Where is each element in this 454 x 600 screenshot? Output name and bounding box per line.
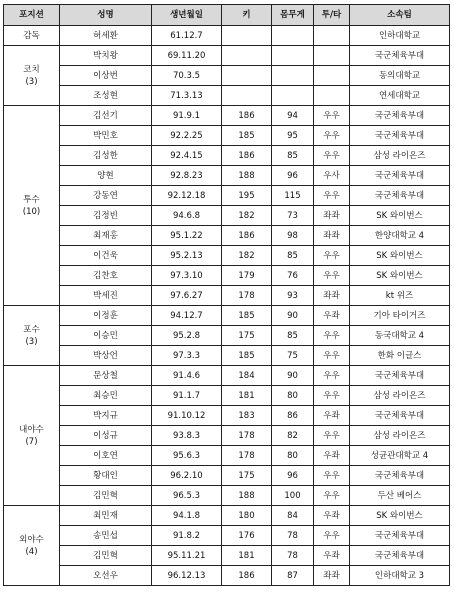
player-height: 182 [222,206,272,226]
player-weight: 75 [272,346,314,366]
player-height: 186 [222,566,272,586]
birth-date: 94.1.8 [152,506,222,526]
throw-bat: 우좌 [314,406,350,426]
throw-bat: 우좌 [314,446,350,466]
team-name: 동국대학교 4 [350,326,450,346]
throw-bat: 우우 [314,466,350,486]
birth-date: 94.6.8 [152,206,222,226]
table-row [4,66,450,86]
team-name: SK 와이번스 [350,246,450,266]
player-name: 송민섭 [60,526,152,546]
player-weight [272,86,314,106]
player-name: 김성한 [60,146,152,166]
player-weight: 90 [272,306,314,326]
table-row [4,446,450,466]
position-cell [4,506,60,586]
position-cell [4,106,60,306]
team-name: 국군체육부대 [350,126,450,146]
player-name: 허세환 [60,26,152,46]
player-name: 박상언 [60,346,152,366]
position-label: 내야수 [19,424,44,435]
team-name: 국군체육부대 [350,466,450,486]
birth-date: 71.3.13 [152,86,222,106]
player-weight [272,46,314,66]
position-label: 투수 [23,194,40,205]
player-name: 김정빈 [60,206,152,226]
player-height: 183 [222,406,272,426]
player-weight [272,66,314,86]
player-name: 이정훈 [60,306,152,326]
birth-date: 95.1.22 [152,226,222,246]
player-weight: 94 [272,106,314,126]
player-height: 181 [222,386,272,406]
player-weight: 78 [272,546,314,566]
birth-date: 91.9.1 [152,106,222,126]
table-row [4,346,450,366]
position-cell [4,366,60,506]
throw-bat: 좌좌 [314,226,350,246]
player-weight [272,26,314,46]
birth-date: 91.10.12 [152,406,222,426]
player-height: 176 [222,526,272,546]
player-weight: 90 [272,366,314,386]
header-weight: 몸무게 [272,5,314,26]
table-row [4,286,450,306]
team-name: 국군체육부대 [350,366,450,386]
team-name: 국군체육부대 [350,526,450,546]
table-row [4,406,450,426]
player-name: 박세진 [60,286,152,306]
player-height: 175 [222,466,272,486]
header-row [4,5,450,26]
table-row [4,86,450,106]
player-name: 양현 [60,166,152,186]
player-height: 181 [222,546,272,566]
player-name: 박민호 [60,126,152,146]
table-row [4,166,450,186]
team-name: 삼성 라이온즈 [350,146,450,166]
team-name: 국군체육부대 [350,106,450,126]
throw-bat: 좌좌 [314,566,350,586]
table-row [4,506,450,526]
throw-bat: 우좌 [314,546,350,566]
birth-date: 95.2.13 [152,246,222,266]
player-name: 김민혁 [60,486,152,506]
player-weight: 86 [272,406,314,426]
birth-date: 92.4.15 [152,146,222,166]
birth-date: 97.3.10 [152,266,222,286]
birth-date: 92.2.25 [152,126,222,146]
table-row [4,426,450,446]
throw-bat: 우우 [314,146,350,166]
table-row [4,306,450,326]
player-height: 180 [222,506,272,526]
team-name: 동의대학교 [350,66,450,86]
table-row [4,146,450,166]
birth-date: 92.12.18 [152,186,222,206]
table-row [4,246,450,266]
throw-bat: 우우 [314,186,350,206]
team-name: 연세대학교 [350,86,450,106]
throw-bat [314,26,350,46]
team-name: 성균관대학교 4 [350,446,450,466]
birth-date: 61.12.7 [152,26,222,46]
throw-bat: 우우 [314,426,350,446]
player-height: 185 [222,346,272,366]
player-height: 182 [222,246,272,266]
player-weight: 96 [272,466,314,486]
player-name: 김찬호 [60,266,152,286]
player-name: 이건욱 [60,246,152,266]
player-height: 185 [222,126,272,146]
birth-date: 70.3.5 [152,66,222,86]
birth-date: 94.12.7 [152,306,222,326]
player-name: 조성현 [60,86,152,106]
table-row [4,526,450,546]
birth-date: 91.1.7 [152,386,222,406]
team-name: SK 와이번스 [350,506,450,526]
player-name: 문상철 [60,366,152,386]
player-height: 186 [222,226,272,246]
position-cell [4,26,60,46]
table-row [4,326,450,346]
player-weight: 115 [272,186,314,206]
team-name: kt 위즈 [350,286,450,306]
player-height: 188 [222,166,272,186]
position-label: 포수 [23,324,40,335]
birth-date: 91.8.2 [152,526,222,546]
player-name: 최재홍 [60,226,152,246]
roster-table [3,4,450,586]
throw-bat [314,66,350,86]
birth-date: 69.11.20 [152,46,222,66]
position-cell [4,306,60,366]
throw-bat: 우우 [314,486,350,506]
player-name: 이성규 [60,426,152,446]
header-throw-bat: 투/타 [314,5,350,26]
throw-bat [314,46,350,66]
birth-date: 96.5.3 [152,486,222,506]
player-height: 178 [222,426,272,446]
player-height: 184 [222,366,272,386]
player-weight: 73 [272,206,314,226]
player-weight: 100 [272,486,314,506]
player-name: 최승민 [60,386,152,406]
player-weight: 93 [272,286,314,306]
player-height: 186 [222,146,272,166]
position-count: (4) [25,546,38,557]
team-name: 국군체육부대 [350,186,450,206]
birth-date: 97.6.27 [152,286,222,306]
position-label: 외야수 [19,534,44,545]
throw-bat: 좌좌 [314,286,350,306]
header-birth: 생년월일 [152,5,222,26]
position-count: (7) [25,436,38,447]
position-cell [4,46,60,106]
throw-bat: 우좌 [314,306,350,326]
table-row [4,546,450,566]
player-weight: 85 [272,326,314,346]
player-weight: 85 [272,146,314,166]
player-height: 179 [222,266,272,286]
player-weight: 78 [272,526,314,546]
player-name: 김선기 [60,106,152,126]
player-weight: 80 [272,386,314,406]
player-height: 186 [222,106,272,126]
table-row [4,466,450,486]
throw-bat: 우우 [314,346,350,366]
player-name: 박치왕 [60,46,152,66]
birth-date: 95.2.8 [152,326,222,346]
player-name: 이승민 [60,326,152,346]
team-name: 삼성 라이온즈 [350,386,450,406]
throw-bat: 우우 [314,126,350,146]
table-row [4,266,450,286]
team-name: 삼성 라이온즈 [350,426,450,446]
throw-bat: 우우 [314,366,350,386]
team-name: 한화 이글스 [350,346,450,366]
throw-bat: 우사 [314,166,350,186]
birth-date: 93.8.3 [152,426,222,446]
player-height: 188 [222,486,272,506]
birth-date: 96.12.13 [152,566,222,586]
position-label: 감독 [23,30,40,41]
team-name: 인하대학교 3 [350,566,450,586]
player-height [222,26,272,46]
player-height [222,86,272,106]
player-name: 황대인 [60,466,152,486]
birth-date: 92.8.23 [152,166,222,186]
player-weight: 84 [272,506,314,526]
player-height [222,46,272,66]
player-height: 185 [222,306,272,326]
player-name: 오선우 [60,566,152,586]
birth-date: 91.4.6 [152,366,222,386]
table-row [4,566,450,586]
table-row [4,26,450,46]
birth-date: 95.11.21 [152,546,222,566]
player-weight: 87 [272,566,314,586]
position-count: (10) [22,206,41,217]
header-team: 소속팀 [350,5,450,26]
table-row [4,226,450,246]
roster-body [4,26,450,586]
table-row [4,366,450,386]
position-count: (3) [25,336,38,347]
throw-bat: 우우 [314,386,350,406]
header-position: 포지션 [4,5,60,26]
throw-bat: 좌좌 [314,206,350,226]
throw-bat: 우우 [314,106,350,126]
player-weight: 82 [272,426,314,446]
position-label: 코치 [23,64,40,75]
player-height: 195 [222,186,272,206]
player-weight: 80 [272,446,314,466]
throw-bat: 우우 [314,246,350,266]
player-weight: 95 [272,126,314,146]
throw-bat: 우우 [314,266,350,286]
table-row [4,206,450,226]
player-name: 김민혁 [60,546,152,566]
team-name: 기아 타이거즈 [350,306,450,326]
player-weight: 96 [272,166,314,186]
player-weight: 85 [272,246,314,266]
birth-date: 95.6.3 [152,446,222,466]
birth-date: 97.3.3 [152,346,222,366]
player-name: 이상번 [60,66,152,86]
player-height: 178 [222,286,272,306]
team-name: 두산 베어스 [350,486,450,506]
table-row [4,106,450,126]
throw-bat: 우좌 [314,506,350,526]
table-row [4,486,450,506]
player-weight: 76 [272,266,314,286]
player-name: 박지규 [60,406,152,426]
team-name: 국군체육부대 [350,406,450,426]
throw-bat: 우우 [314,526,350,546]
position-count: (3) [25,76,38,87]
player-height [222,66,272,86]
team-name: 국군체육부대 [350,46,450,66]
throw-bat: 우우 [314,326,350,346]
team-name: SK 와이번스 [350,206,450,226]
table-row [4,46,450,66]
player-name: 최민재 [60,506,152,526]
throw-bat [314,86,350,106]
player-height: 178 [222,446,272,466]
table-row [4,186,450,206]
team-name: SK 와이번스 [350,266,450,286]
header-height: 키 [222,5,272,26]
player-name: 이호연 [60,446,152,466]
player-name: 강동연 [60,186,152,206]
team-name: 국군체육부대 [350,166,450,186]
table-row [4,386,450,406]
birth-date: 96.2.10 [152,466,222,486]
header-name: 성명 [60,5,152,26]
table-row [4,126,450,146]
player-height: 175 [222,326,272,346]
team-name: 한양대학교 4 [350,226,450,246]
player-weight: 98 [272,226,314,246]
team-name: 국군체육부대 [350,546,450,566]
team-name: 인하대학교 [350,26,450,46]
